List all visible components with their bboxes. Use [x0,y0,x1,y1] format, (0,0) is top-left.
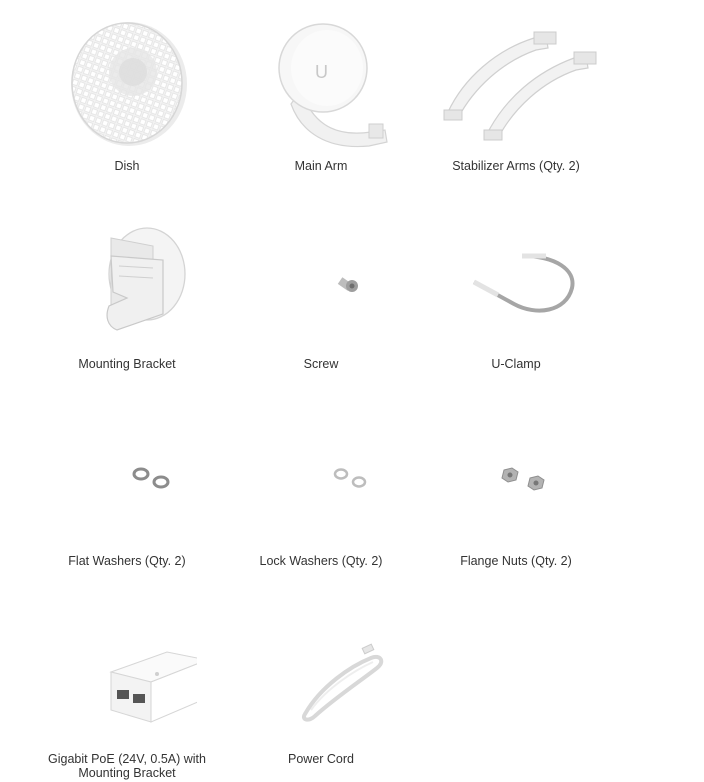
screw-icon [251,226,391,346]
logo-letter: U [315,62,328,82]
lock-washers-icon [251,430,391,550]
item-label: Flange Nuts (Qty. 2) [460,554,572,568]
power-cord-icon [251,636,391,736]
stabilizer-arms-icon [426,20,606,152]
poe-adapter-icon [57,636,197,736]
item-label: Screw [303,357,339,371]
item-label-line: Gigabit PoE (24V, 0.5A) with [48,752,206,766]
item-label: Stabilizer Arms (Qty. 2) [452,159,580,173]
item-label: Lock Washers (Qty. 2) [259,554,383,568]
item-label: U-Clamp [491,357,541,371]
item-label: Power Cord [288,752,354,766]
item-label: Flat Washers (Qty. 2) [68,554,186,568]
u-clamp-icon [426,226,606,346]
item-label: Main Arm [294,159,348,173]
dish-icon [57,20,197,152]
flange-nuts-icon [426,430,606,550]
mounting-bracket-icon [57,226,197,346]
main-arm-icon [251,20,391,152]
item-label-line: Mounting Bracket [78,766,176,780]
item-label: Mounting Bracket [78,357,176,371]
flat-washers-icon [57,430,197,550]
item-label: Dish [114,159,140,173]
item-label-multiline [17,752,237,780]
